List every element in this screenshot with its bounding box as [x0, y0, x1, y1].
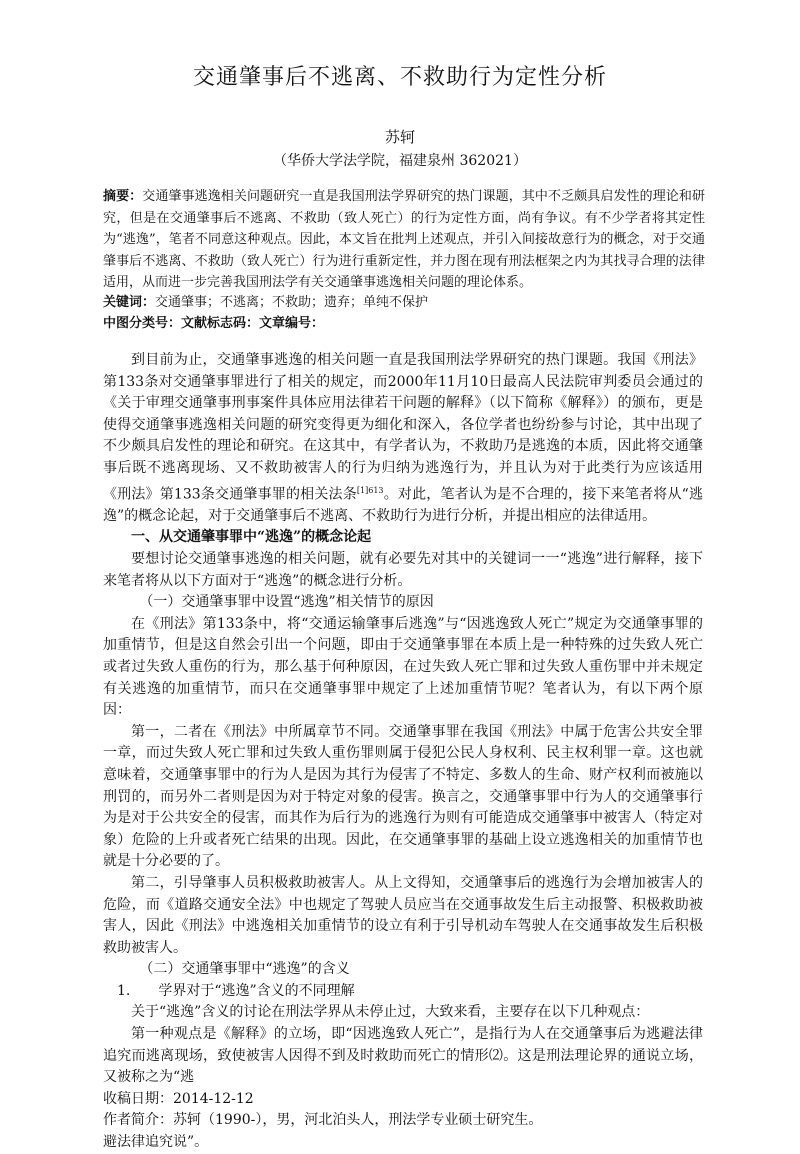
author-affiliation: （华侨大学法学院，福建泉州 362021）: [273, 153, 527, 169]
paragraph: 在《刑法》第133条中，将“交通运输肇事后逃逸”与“因逃逸致人死亡”规定为交通肇事罪的加重情节，但是这自然会引出一个问题，即由于交通肇事罪在本质上是一种特殊的过失致人死亡或者过失致人重伤的行为，那么基于何种原因，在过失致人死亡罪和过失致人重伤罪中并未规定有关逃逸的加重情节，而只在交通肇事罪中规定了上述加重情节呢？笔者认为，有以下两个原因：: [103, 615, 703, 719]
abstract-text: 交通肇事逃逸相关问题研究一直是我国刑法学界研究的热门课题，其中不乏颇具启发性的理论和研究，但是在交通肇事后不逃离、不救助（致人死亡）的行为定性方面，尚有争议。有不少学者将其定性为“逃逸”，笔者不同意这种观点。因此，本文旨在批判上述观点，并引入间接故意行为的概念，对于交通肇事后不逃离、不救助（致人死亡）行为进行重新定性，并力图在现有刑法框架之内为其找寻合理的法律适用，从而进一步完善我国刑法学有关交通肇事逃逸相关问题的理论体系。: [103, 189, 705, 290]
paragraph: 第一，二者在《刑法》中所属章节不同。交通肇事罪在我国《刑法》中属于危害公共安全罪一章，而过失致人死亡罪和过失致人重伤罪则属于侵犯公民人身权利、民主权利罪一章。这也就意味着，交通肇事罪中的行为人是因为其行为侵害了不特定、多数人的生命、财产权利而被施以刑罚的，而另外二者则是因为对于特定对象的侵害。换言之，交通肇事罪中行为人的交通肇事行为是对于公共安全的侵害，而其作为后行为的逃逸行为则有可能造成交通肇事中被害人（特定对象）危险的上升或者死亡结果的出现。因此，在交通肇事罪的基础上设立逃逸相关的加重情节也就是十分必要的了。: [103, 723, 703, 870]
body-text: [103, 350, 703, 1154]
sub-subsection-heading: 1. 学界对于“逃逸”含义的不同理解: [117, 982, 355, 999]
classification-line: 中图分类号：文献标志码：文章编号：: [103, 316, 325, 331]
paragraph-continuation: 避法律追究说”。: [103, 1134, 209, 1151]
paragraph: 关于“逃逸”含义的讨论在刑法学界从未停止过，大致来看，主要存在以下几种观点：: [131, 1004, 650, 1021]
author-name: 苏轲: [384, 128, 415, 146]
abstract-label: 摘要：: [103, 189, 143, 204]
subsection-heading: （一）交通肇事罪中设置“逃逸”相关情节的原因: [139, 594, 434, 611]
paragraph: 第一种观点是《解释》的立场，即“因逃逸致人死亡”，是指行为人在交通肇事后为逃避法律追究而逃离现场，致使被害人因得不到及时救助而死亡的情形⑵。这是刑法理论界的通说立场，又被称之为“逃: [103, 1026, 703, 1086]
received-date: 收稿日期：2014-12-12: [103, 1090, 254, 1107]
keywords: [103, 293, 705, 313]
citation-mark: [1]613: [356, 485, 384, 495]
keywords-label: 关键词：: [103, 295, 156, 310]
author-note: 作者简介：苏轲（1990-），男，河北泊头人，刑法学专业硕士研究生。: [103, 1112, 543, 1129]
abstract: [103, 186, 705, 294]
keywords-text: 交通肇事；不逃离；不救助；遗弃；单纯不保护: [155, 295, 429, 310]
paragraph: 到目前为止，交通肇事逃逸的相关问题一直是我国刑法学界研究的热门课题。我国《刑法》第133条对交通肇事罪进行了相关的规定，而2000年11月10日最高人民法院审判委员会通过的《关于审理交通肇事刑事案件具体应用法律若干问题的解释》（以下简称《解释》）的颁布，更是使得交通肇事逃逸相关问题的研究变得更为细化和深入，各位学者也纷纷参与讨论，其中出现了不少颇具启发性的理论和研究。在这其中，有学者认为，不救助乃是逃逸的本质，因此将交通肇事后既不逃离现场、又不救助被害人的行为归纳为逃逸行为，并且认为对于此类行为应该适用《刑法》第133条交通肇事罪的相关法条$^{[1]613}$。对此，笔者认为是不合理的，接下来笔者将从“逃逸”的概念论起，对于交通肇事后不逃离、不救助行为进行分析，并提出相应的法律适用。: [103, 352, 703, 524]
paragraph: 第二，引导肇事人员积极救助被害人。从上文得知，交通肇事后的逃逸行为会增加被害人的危险，而《道路交通安全法》中也规定了驾驶人员应当在交通事故发生后主动报警、积极救助被害人，因此《刑法》中逃逸相关加重情节的设立有利于引导机动车驾驶人在交通事故发生后积极救助被害人。: [103, 874, 703, 956]
subsection-heading: （二）交通肇事罪中“逃逸”的含义: [139, 961, 350, 978]
paragraph: 要想讨论交通肇事逃逸的相关问题，就有必要先对其中的关键词一一“逃逸”进行解释，接下来笔者将从以下方面对于“逃逸”的概念进行分析。: [103, 551, 703, 589]
paper-title: 交通肇事后不逃离、不救助行为定性分析: [192, 65, 607, 90]
section-heading: 一、从交通肇事罪中“逃逸”的概念论起: [131, 529, 372, 546]
